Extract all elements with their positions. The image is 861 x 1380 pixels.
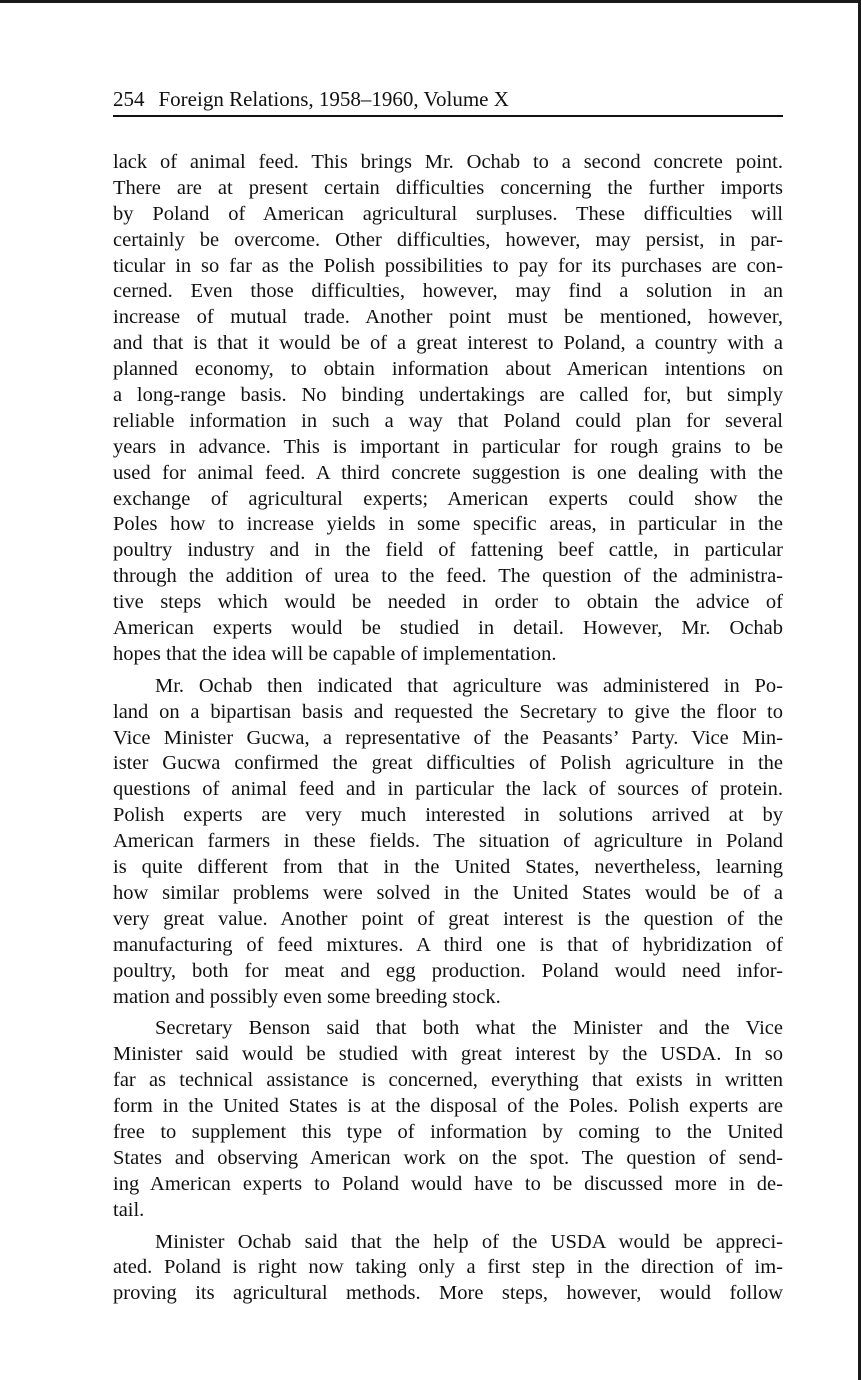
text-line: used for animal feed. A third concrete suggestion is one dealing with the [113,461,783,484]
text-line: There are at present certain difficulties concerning the further imports [113,176,783,199]
text-line: proving its agricultural methods. More steps, however, would follow [113,1282,783,1305]
text-line: land on a bipartisan basis and requested the Secretary to give the floor to [113,700,783,723]
text-line: how similar problems were solved in the United States would be of a [113,881,783,904]
text-line: tive steps which would be needed in order to obtain the advice of [113,591,783,614]
text-line: hopes that the idea will be capable of implementation. [113,642,557,665]
text-line: American experts would be studied in detail. However, Mr. Ochab [113,617,783,640]
header-rule [113,115,783,117]
text-line: American farmers in these fields. The situation of agriculture in Poland [113,830,783,853]
text-line: mation and possibly even some breeding stock. [113,985,501,1008]
text-line: exchange of agricultural experts; American experts could show the [113,487,783,510]
text-line: lack of animal feed. This brings Mr. Ochab to a second concrete point. [113,151,783,173]
text-line: very great value. Another point of great interest is the question of the [113,907,783,930]
text-line: years in advance. This is important in particular for rough grains to be [113,435,783,458]
paragraph-4 [113,1230,783,1308]
text-line: is quite different from that in the United States, nevertheless, learning [113,856,783,879]
text-line: Secretary Benson said that both what the Minister and the Vice [155,1017,783,1040]
text-line: Minister said would be studied with great interest by the USDA. In so [113,1043,783,1066]
text-line: reliable information in such a way that Poland could plan for several [113,409,783,432]
text-line: Mr. Ochab then indicated that agriculture was administered in Po- [155,674,783,697]
text-line: poultry, both for meat and egg production. Poland would need infor- [113,959,783,982]
text-line: a long-range basis. No binding undertakings are called for, but simply [113,384,783,407]
paragraph-3 [113,1016,783,1223]
text-line: ticular in so far as the Polish possibilities to pay for its purchases are con- [113,254,783,277]
text-line: certainly be overcome. Other difficulties, however, may persist, in par- [113,228,783,251]
text-line: ated. Poland is right now taking only a first step in the direction of im- [113,1256,783,1279]
text-line: poultry industry and in the field of fattening beef cattle, in particular [113,539,783,562]
paragraph-2 [113,674,783,1011]
text-line: States and observing American work on the spot. The question of send- [113,1146,783,1169]
text-line: through the addition of urea to the feed. The question of the administra- [113,565,783,588]
running-head [113,86,783,112]
text-line: Vice Minister Gucwa, a representative of the Peasants’ Party. Vice Min- [113,726,783,749]
text-line: form in the United States is at the disposal of the Poles. Polish experts are [113,1095,783,1118]
text-line: manufacturing of feed mixtures. A third one is that of hybridization of [113,933,783,956]
text-line: ister Gucwa confirmed the great difficulties of Polish agriculture in the [113,752,783,775]
text-line: ing American experts to Poland would have to be discussed more in de- [113,1172,783,1195]
text-line: Poles how to increase yields in some specific areas, in particular in the [113,513,783,536]
paragraph-1 [113,150,783,668]
text-line: Minister Ochab said that the help of the USDA would be appreci- [155,1230,783,1253]
text-line: increase of mutual trade. Another point must be mentioned, however, [113,306,783,329]
body-text [113,150,783,1307]
text-line: far as technical assistance is concerned, everything that exists in written [113,1069,783,1092]
text-line: and that is that it would be of a great interest to Poland, a country with a [113,332,783,355]
text-line: Polish experts are very much interested in solutions arrived at by [113,804,783,827]
running-head-title: Foreign Relations, 1958–1960, Volume X [158,87,509,111]
text-line: cerned. Even those difficulties, however, may find a solution in an [113,280,783,303]
text-line: free to supplement this type of information by coming to the United [113,1120,783,1143]
text-line: questions of animal feed and in particular the lack of sources of protein. [113,778,783,801]
text-line: planned economy, to obtain information about American intentions on [113,358,783,381]
page-top-border [0,0,861,3]
text-line: tail. [113,1198,145,1221]
page-number: 254 [113,87,145,111]
text-line: by Poland of American agricultural surpluses. These difficulties will [113,202,783,225]
